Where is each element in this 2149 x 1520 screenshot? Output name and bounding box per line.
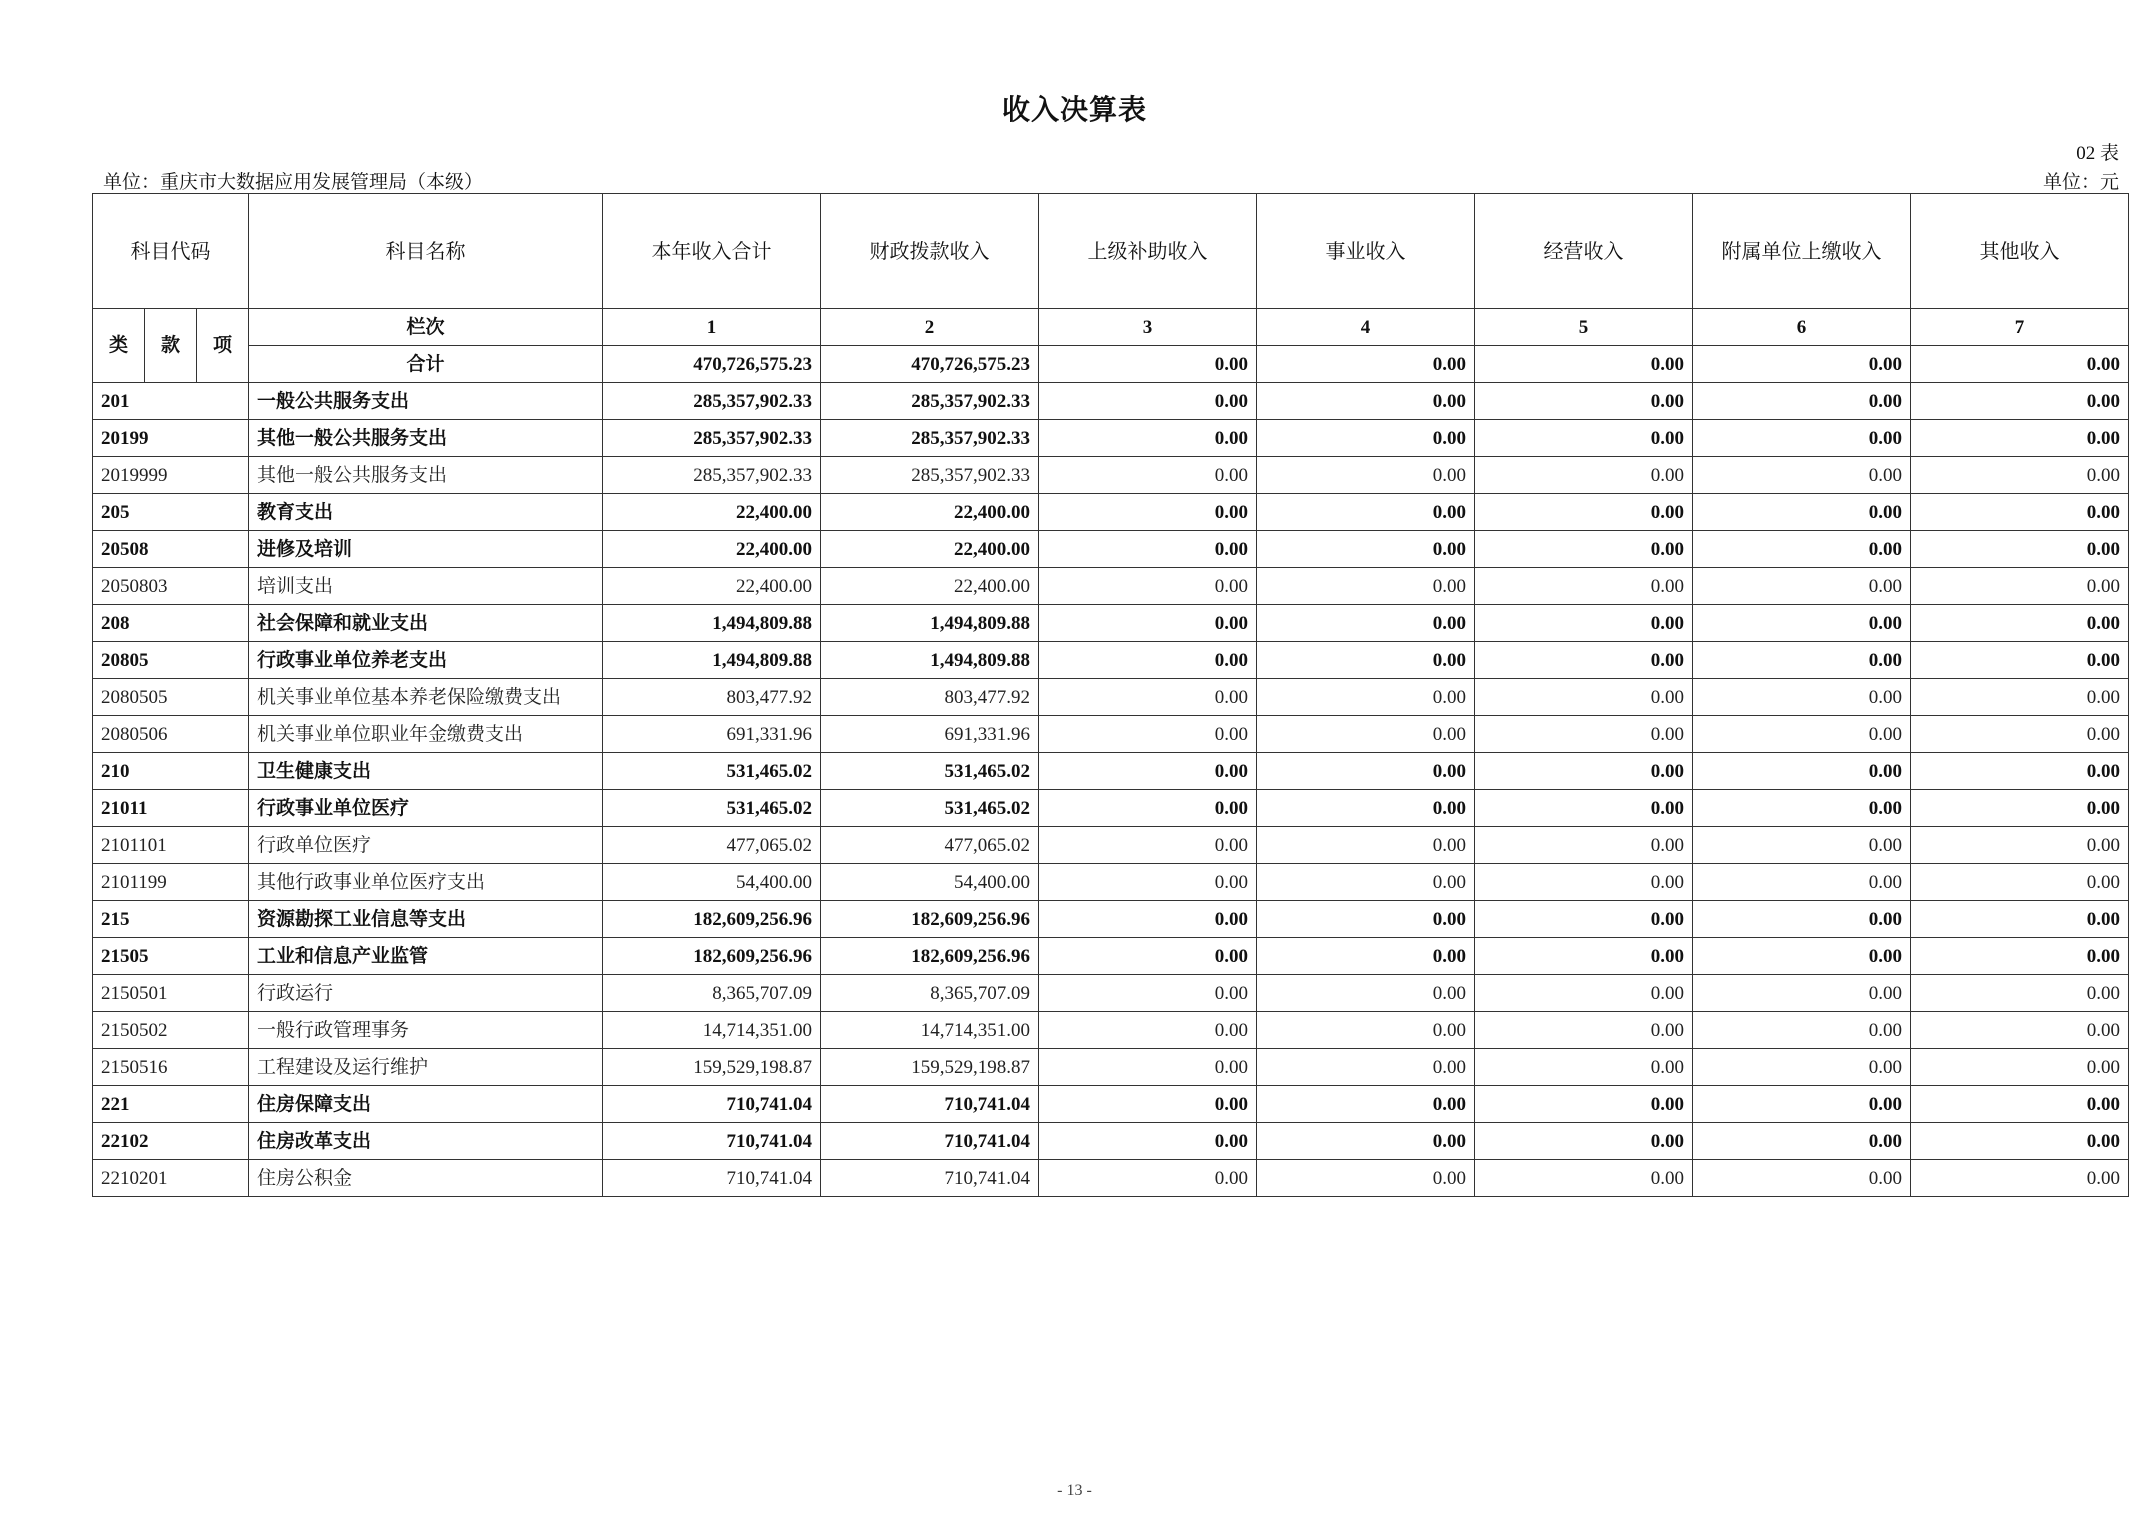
total-label: 合计 bbox=[249, 346, 603, 383]
amount-cell: 0.00 bbox=[1475, 494, 1693, 531]
subject-name: 机关事业单位基本养老保险缴费支出 bbox=[249, 679, 603, 716]
amount-cell: 0.00 bbox=[1475, 568, 1693, 605]
table-row bbox=[93, 457, 2129, 494]
amount-cell: 0.00 bbox=[1257, 531, 1475, 568]
amount-cell: 182,609,256.96 bbox=[821, 938, 1039, 975]
amount-cell: 0.00 bbox=[1693, 864, 1911, 901]
total-value: 0.00 bbox=[1039, 346, 1257, 383]
amount-cell: 0.00 bbox=[1257, 716, 1475, 753]
amount-cell: 0.00 bbox=[1911, 975, 2129, 1012]
page-number: - 13 - bbox=[1057, 1482, 1092, 1499]
amount-cell: 0.00 bbox=[1911, 753, 2129, 790]
col-num-5: 5 bbox=[1475, 309, 1693, 346]
amount-cell: 0.00 bbox=[1693, 827, 1911, 864]
subject-code: 21011 bbox=[93, 790, 249, 827]
amount-cell: 0.00 bbox=[1039, 938, 1257, 975]
subject-code: 215 bbox=[93, 901, 249, 938]
amount-cell: 531,465.02 bbox=[821, 753, 1039, 790]
col-num-2: 2 bbox=[821, 309, 1039, 346]
amount-cell: 0.00 bbox=[1693, 1160, 1911, 1197]
amount-cell: 0.00 bbox=[1039, 901, 1257, 938]
amount-cell: 182,609,256.96 bbox=[603, 901, 821, 938]
table-row bbox=[93, 642, 2129, 679]
amount-cell: 54,400.00 bbox=[603, 864, 821, 901]
amount-cell: 0.00 bbox=[1257, 1086, 1475, 1123]
amount-cell: 159,529,198.87 bbox=[603, 1049, 821, 1086]
amount-cell: 0.00 bbox=[1475, 753, 1693, 790]
amount-cell: 0.00 bbox=[1475, 901, 1693, 938]
amount-cell: 0.00 bbox=[1475, 642, 1693, 679]
table-row bbox=[93, 864, 2129, 901]
amount-cell: 0.00 bbox=[1693, 568, 1911, 605]
amount-cell: 531,465.02 bbox=[603, 753, 821, 790]
amount-cell: 0.00 bbox=[1039, 679, 1257, 716]
sub-kuan: 款 bbox=[145, 309, 197, 383]
amount-cell: 0.00 bbox=[1039, 864, 1257, 901]
amount-cell: 0.00 bbox=[1039, 1086, 1257, 1123]
amount-cell: 0.00 bbox=[1693, 420, 1911, 457]
amount-cell: 0.00 bbox=[1911, 1160, 2129, 1197]
header-col-6: 附属单位上缴收入 bbox=[1693, 194, 1911, 309]
amount-cell: 0.00 bbox=[1693, 383, 1911, 420]
subject-code: 210 bbox=[93, 753, 249, 790]
page-title: 收入决算表 bbox=[1001, 93, 1147, 126]
amount-cell: 0.00 bbox=[1911, 827, 2129, 864]
col-num-7: 7 bbox=[1911, 309, 2129, 346]
col-num-4: 4 bbox=[1257, 309, 1475, 346]
table-row bbox=[93, 1160, 2129, 1197]
header-col-7: 其他收入 bbox=[1911, 194, 2129, 309]
subject-name: 行政单位医疗 bbox=[249, 827, 603, 864]
amount-cell: 0.00 bbox=[1039, 494, 1257, 531]
amount-cell: 0.00 bbox=[1039, 1049, 1257, 1086]
amount-cell: 0.00 bbox=[1257, 1160, 1475, 1197]
amount-cell: 0.00 bbox=[1475, 975, 1693, 1012]
amount-cell: 0.00 bbox=[1693, 938, 1911, 975]
amount-cell: 0.00 bbox=[1039, 568, 1257, 605]
amount-cell: 22,400.00 bbox=[821, 531, 1039, 568]
currency-unit: 单位：元 bbox=[2042, 171, 2119, 193]
total-value: 470,726,575.23 bbox=[821, 346, 1039, 383]
subject-code: 221 bbox=[93, 1086, 249, 1123]
table-row bbox=[93, 901, 2129, 938]
col-num-3: 3 bbox=[1039, 309, 1257, 346]
total-value: 0.00 bbox=[1475, 346, 1693, 383]
table-row bbox=[93, 531, 2129, 568]
amount-cell: 0.00 bbox=[1475, 1012, 1693, 1049]
subject-name: 住房保障支出 bbox=[249, 1086, 603, 1123]
amount-cell: 710,741.04 bbox=[821, 1123, 1039, 1160]
amount-cell: 0.00 bbox=[1257, 827, 1475, 864]
amount-cell: 0.00 bbox=[1257, 753, 1475, 790]
amount-cell: 14,714,351.00 bbox=[821, 1012, 1039, 1049]
col-num-6: 6 bbox=[1693, 309, 1911, 346]
amount-cell: 0.00 bbox=[1911, 383, 2129, 420]
total-value: 0.00 bbox=[1911, 346, 2129, 383]
amount-cell: 0.00 bbox=[1475, 827, 1693, 864]
amount-cell: 0.00 bbox=[1693, 531, 1911, 568]
sub-xiang: 项 bbox=[197, 309, 249, 383]
amount-cell: 285,357,902.33 bbox=[821, 457, 1039, 494]
header-col-3: 上级补助收入 bbox=[1039, 194, 1257, 309]
table-row bbox=[93, 1086, 2129, 1123]
sub-lanci: 栏次 bbox=[249, 309, 603, 346]
amount-cell: 0.00 bbox=[1475, 938, 1693, 975]
amount-cell: 710,741.04 bbox=[821, 1086, 1039, 1123]
amount-cell: 8,365,707.09 bbox=[821, 975, 1039, 1012]
amount-cell: 0.00 bbox=[1693, 1012, 1911, 1049]
amount-cell: 0.00 bbox=[1257, 1049, 1475, 1086]
amount-cell: 0.00 bbox=[1911, 1049, 2129, 1086]
amount-cell: 22,400.00 bbox=[821, 494, 1039, 531]
amount-cell: 0.00 bbox=[1257, 679, 1475, 716]
amount-cell: 0.00 bbox=[1039, 1123, 1257, 1160]
amount-cell: 0.00 bbox=[1475, 864, 1693, 901]
subject-code: 2210201 bbox=[93, 1160, 249, 1197]
amount-cell: 0.00 bbox=[1257, 1123, 1475, 1160]
amount-cell: 0.00 bbox=[1257, 1012, 1475, 1049]
subject-code: 20199 bbox=[93, 420, 249, 457]
amount-cell: 0.00 bbox=[1257, 975, 1475, 1012]
amount-cell: 0.00 bbox=[1039, 753, 1257, 790]
amount-cell: 0.00 bbox=[1693, 790, 1911, 827]
header-col-1: 本年收入合计 bbox=[603, 194, 821, 309]
subject-code: 2101101 bbox=[93, 827, 249, 864]
amount-cell: 0.00 bbox=[1693, 457, 1911, 494]
amount-cell: 0.00 bbox=[1911, 864, 2129, 901]
amount-cell: 1,494,809.88 bbox=[603, 642, 821, 679]
table-row bbox=[93, 790, 2129, 827]
table-row bbox=[93, 1012, 2129, 1049]
amount-cell: 54,400.00 bbox=[821, 864, 1039, 901]
amount-cell: 0.00 bbox=[1475, 1086, 1693, 1123]
amount-cell: 22,400.00 bbox=[603, 531, 821, 568]
subject-name: 其他行政事业单位医疗支出 bbox=[249, 864, 603, 901]
subject-code: 2019999 bbox=[93, 457, 249, 494]
amount-cell: 477,065.02 bbox=[603, 827, 821, 864]
reporting-unit: 单位：重庆市大数据应用发展管理局（本级） bbox=[103, 171, 484, 193]
subject-name: 教育支出 bbox=[249, 494, 603, 531]
amount-cell: 159,529,198.87 bbox=[821, 1049, 1039, 1086]
amount-cell: 691,331.96 bbox=[603, 716, 821, 753]
amount-cell: 0.00 bbox=[1911, 1086, 2129, 1123]
amount-cell: 182,609,256.96 bbox=[603, 938, 821, 975]
amount-cell: 0.00 bbox=[1257, 383, 1475, 420]
subject-code: 20805 bbox=[93, 642, 249, 679]
amount-cell: 691,331.96 bbox=[821, 716, 1039, 753]
subject-code: 20508 bbox=[93, 531, 249, 568]
subject-name: 机关事业单位职业年金缴费支出 bbox=[249, 716, 603, 753]
subject-code: 21505 bbox=[93, 938, 249, 975]
amount-cell: 0.00 bbox=[1475, 457, 1693, 494]
header-col-4: 事业收入 bbox=[1257, 194, 1475, 309]
total-value: 0.00 bbox=[1693, 346, 1911, 383]
amount-cell: 0.00 bbox=[1039, 827, 1257, 864]
table-row bbox=[93, 827, 2129, 864]
table-row bbox=[93, 716, 2129, 753]
subject-name: 行政事业单位养老支出 bbox=[249, 642, 603, 679]
header-col-2: 财政拨款收入 bbox=[821, 194, 1039, 309]
table-row bbox=[93, 938, 2129, 975]
table-row bbox=[93, 383, 2129, 420]
amount-cell: 0.00 bbox=[1475, 605, 1693, 642]
amount-cell: 0.00 bbox=[1911, 531, 2129, 568]
table-row bbox=[93, 753, 2129, 790]
amount-cell: 0.00 bbox=[1693, 1123, 1911, 1160]
amount-cell: 0.00 bbox=[1911, 642, 2129, 679]
subject-code: 2150501 bbox=[93, 975, 249, 1012]
table-row bbox=[93, 679, 2129, 716]
amount-cell: 0.00 bbox=[1693, 679, 1911, 716]
amount-cell: 0.00 bbox=[1039, 531, 1257, 568]
amount-cell: 0.00 bbox=[1475, 679, 1693, 716]
subject-code: 2050803 bbox=[93, 568, 249, 605]
total-value: 470,726,575.23 bbox=[603, 346, 821, 383]
subject-code: 22102 bbox=[93, 1123, 249, 1160]
subject-name: 工业和信息产业监管 bbox=[249, 938, 603, 975]
amount-cell: 0.00 bbox=[1475, 1049, 1693, 1086]
amount-cell: 0.00 bbox=[1257, 420, 1475, 457]
amount-cell: 285,357,902.33 bbox=[603, 420, 821, 457]
amount-cell: 285,357,902.33 bbox=[821, 383, 1039, 420]
subject-code: 2101199 bbox=[93, 864, 249, 901]
amount-cell: 531,465.02 bbox=[821, 790, 1039, 827]
amount-cell: 285,357,902.33 bbox=[603, 383, 821, 420]
subject-name: 培训支出 bbox=[249, 568, 603, 605]
subject-code: 208 bbox=[93, 605, 249, 642]
amount-cell: 0.00 bbox=[1911, 457, 2129, 494]
subject-name: 其他一般公共服务支出 bbox=[249, 457, 603, 494]
amount-cell: 0.00 bbox=[1039, 975, 1257, 1012]
header-code: 科目代码 bbox=[93, 194, 249, 309]
subject-code: 205 bbox=[93, 494, 249, 531]
subject-name: 其他一般公共服务支出 bbox=[249, 420, 603, 457]
table-number: 02 表 bbox=[2076, 143, 2119, 164]
amount-cell: 0.00 bbox=[1257, 938, 1475, 975]
amount-cell: 0.00 bbox=[1693, 1086, 1911, 1123]
amount-cell: 0.00 bbox=[1911, 605, 2129, 642]
amount-cell: 0.00 bbox=[1257, 642, 1475, 679]
amount-cell: 0.00 bbox=[1475, 383, 1693, 420]
subject-name: 住房改革支出 bbox=[249, 1123, 603, 1160]
amount-cell: 477,065.02 bbox=[821, 827, 1039, 864]
amount-cell: 0.00 bbox=[1911, 1012, 2129, 1049]
amount-cell: 0.00 bbox=[1693, 975, 1911, 1012]
amount-cell: 1,494,809.88 bbox=[603, 605, 821, 642]
amount-cell: 0.00 bbox=[1257, 605, 1475, 642]
amount-cell: 14,714,351.00 bbox=[603, 1012, 821, 1049]
subject-name: 行政事业单位医疗 bbox=[249, 790, 603, 827]
amount-cell: 710,741.04 bbox=[603, 1160, 821, 1197]
amount-cell: 0.00 bbox=[1911, 716, 2129, 753]
amount-cell: 0.00 bbox=[1911, 790, 2129, 827]
subject-name: 社会保障和就业支出 bbox=[249, 605, 603, 642]
amount-cell: 803,477.92 bbox=[603, 679, 821, 716]
total-row bbox=[93, 346, 2129, 383]
amount-cell: 0.00 bbox=[1039, 605, 1257, 642]
subject-code: 2150502 bbox=[93, 1012, 249, 1049]
amount-cell: 0.00 bbox=[1257, 494, 1475, 531]
amount-cell: 0.00 bbox=[1911, 494, 2129, 531]
amount-cell: 1,494,809.88 bbox=[821, 605, 1039, 642]
table-row bbox=[93, 1123, 2129, 1160]
table-row bbox=[93, 1049, 2129, 1086]
table-row bbox=[93, 568, 2129, 605]
amount-cell: 710,741.04 bbox=[821, 1160, 1039, 1197]
amount-cell: 285,357,902.33 bbox=[821, 420, 1039, 457]
subject-name: 工程建设及运行维护 bbox=[249, 1049, 603, 1086]
amount-cell: 0.00 bbox=[1039, 383, 1257, 420]
subject-code: 2080506 bbox=[93, 716, 249, 753]
header-name: 科目名称 bbox=[249, 194, 603, 309]
amount-cell: 0.00 bbox=[1911, 420, 2129, 457]
total-value: 0.00 bbox=[1257, 346, 1475, 383]
amount-cell: 0.00 bbox=[1475, 420, 1693, 457]
amount-cell: 0.00 bbox=[1257, 790, 1475, 827]
amount-cell: 0.00 bbox=[1039, 1012, 1257, 1049]
amount-cell: 1,494,809.88 bbox=[821, 642, 1039, 679]
amount-cell: 0.00 bbox=[1257, 457, 1475, 494]
amount-cell: 0.00 bbox=[1693, 716, 1911, 753]
amount-cell: 0.00 bbox=[1693, 753, 1911, 790]
amount-cell: 22,400.00 bbox=[603, 494, 821, 531]
amount-cell: 0.00 bbox=[1257, 568, 1475, 605]
subject-name: 卫生健康支出 bbox=[249, 753, 603, 790]
amount-cell: 0.00 bbox=[1475, 716, 1693, 753]
subject-name: 一般公共服务支出 bbox=[249, 383, 603, 420]
amount-cell: 0.00 bbox=[1693, 494, 1911, 531]
amount-cell: 0.00 bbox=[1039, 716, 1257, 753]
amount-cell: 0.00 bbox=[1039, 1160, 1257, 1197]
amount-cell: 0.00 bbox=[1257, 901, 1475, 938]
amount-cell: 710,741.04 bbox=[603, 1086, 821, 1123]
table-row bbox=[93, 494, 2129, 531]
amount-cell: 0.00 bbox=[1911, 938, 2129, 975]
sub-lei: 类 bbox=[93, 309, 145, 383]
amount-cell: 0.00 bbox=[1693, 642, 1911, 679]
amount-cell: 0.00 bbox=[1039, 642, 1257, 679]
table-row bbox=[93, 420, 2129, 457]
header-row bbox=[93, 194, 2129, 309]
subject-code: 2150516 bbox=[93, 1049, 249, 1086]
amount-cell: 0.00 bbox=[1693, 605, 1911, 642]
subject-code: 201 bbox=[93, 383, 249, 420]
subject-name: 行政运行 bbox=[249, 975, 603, 1012]
header-col-5: 经营收入 bbox=[1475, 194, 1693, 309]
amount-cell: 0.00 bbox=[1911, 901, 2129, 938]
amount-cell: 0.00 bbox=[1693, 1049, 1911, 1086]
amount-cell: 0.00 bbox=[1039, 420, 1257, 457]
amount-cell: 0.00 bbox=[1039, 790, 1257, 827]
amount-cell: 531,465.02 bbox=[603, 790, 821, 827]
amount-cell: 182,609,256.96 bbox=[821, 901, 1039, 938]
amount-cell: 0.00 bbox=[1911, 568, 2129, 605]
amount-cell: 0.00 bbox=[1475, 531, 1693, 568]
amount-cell: 0.00 bbox=[1039, 457, 1257, 494]
amount-cell: 22,400.00 bbox=[603, 568, 821, 605]
table-row bbox=[93, 975, 2129, 1012]
amount-cell: 0.00 bbox=[1911, 679, 2129, 716]
amount-cell: 285,357,902.33 bbox=[603, 457, 821, 494]
subject-name: 资源勘探工业信息等支出 bbox=[249, 901, 603, 938]
amount-cell: 0.00 bbox=[1911, 1123, 2129, 1160]
subject-name: 进修及培训 bbox=[249, 531, 603, 568]
subject-code: 2080505 bbox=[93, 679, 249, 716]
amount-cell: 710,741.04 bbox=[603, 1123, 821, 1160]
column-number-row bbox=[93, 309, 2129, 346]
col-num-1: 1 bbox=[603, 309, 821, 346]
income-settlement-table bbox=[92, 193, 2129, 1197]
amount-cell: 0.00 bbox=[1475, 1160, 1693, 1197]
amount-cell: 803,477.92 bbox=[821, 679, 1039, 716]
amount-cell: 0.00 bbox=[1257, 864, 1475, 901]
amount-cell: 0.00 bbox=[1475, 1123, 1693, 1160]
subject-name: 一般行政管理事务 bbox=[249, 1012, 603, 1049]
table-row bbox=[93, 605, 2129, 642]
amount-cell: 0.00 bbox=[1693, 901, 1911, 938]
amount-cell: 8,365,707.09 bbox=[603, 975, 821, 1012]
subject-name: 住房公积金 bbox=[249, 1160, 603, 1197]
amount-cell: 0.00 bbox=[1475, 790, 1693, 827]
amount-cell: 22,400.00 bbox=[821, 568, 1039, 605]
